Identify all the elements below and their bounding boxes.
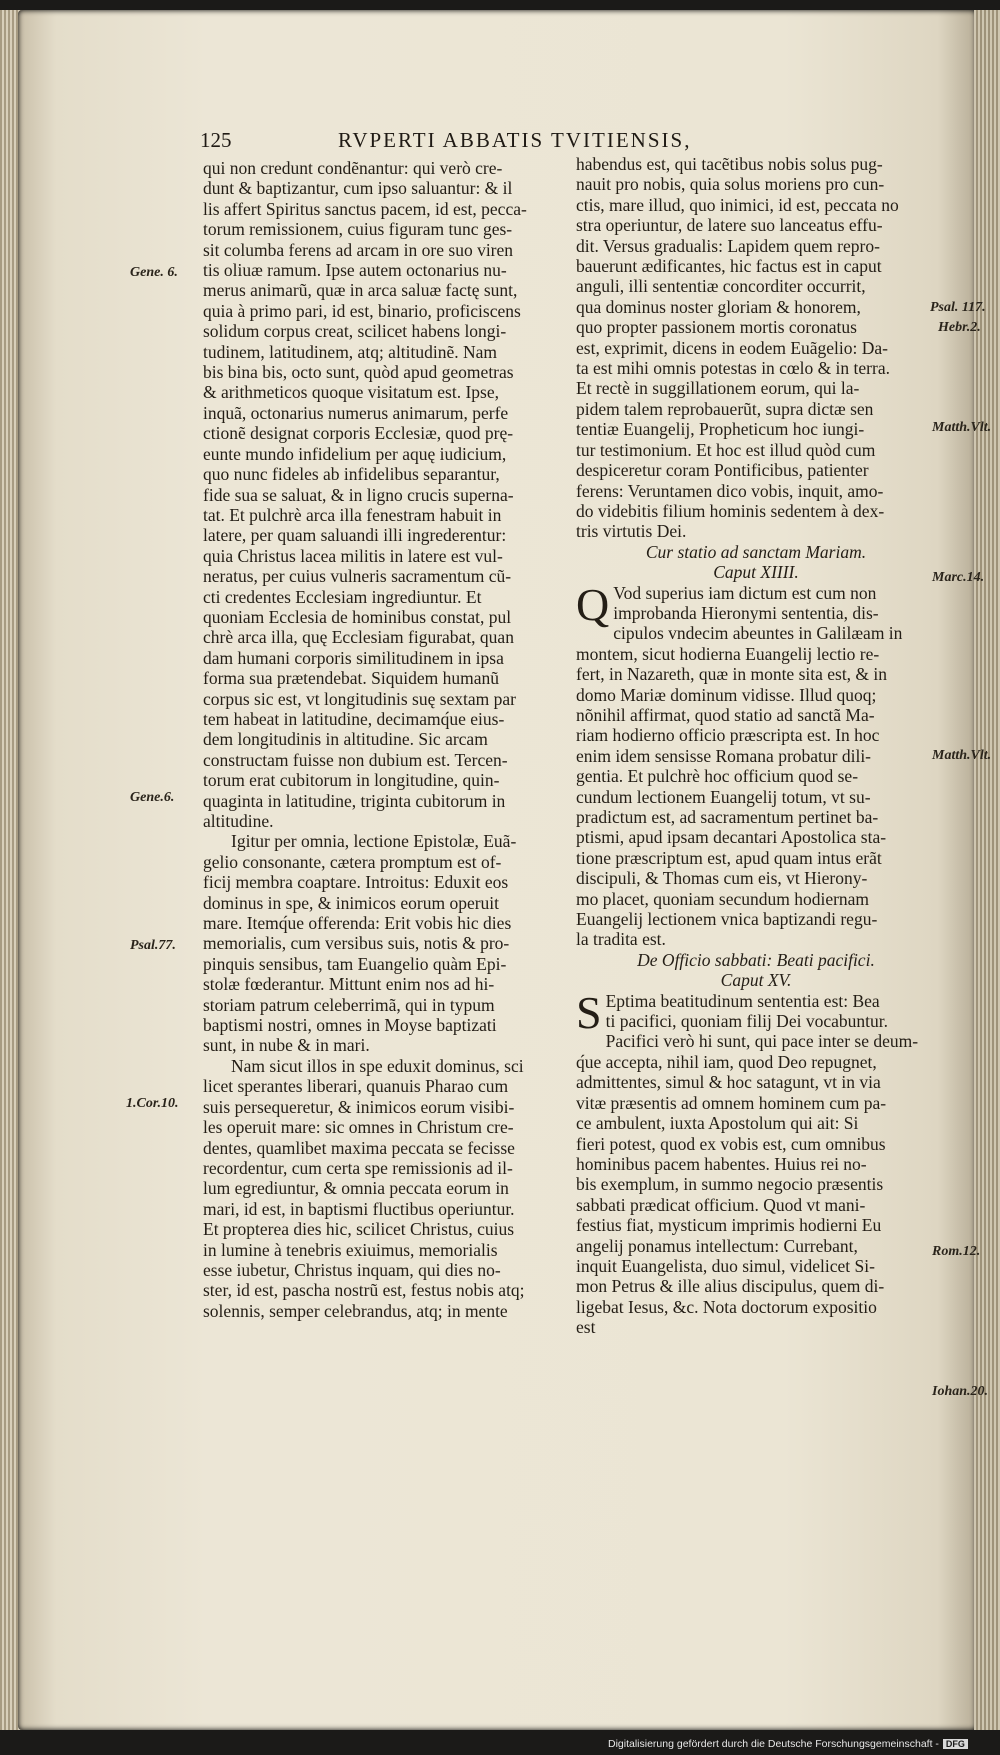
digitization-credit [608, 1738, 968, 1750]
text-line: Nam sicut illos in spe eduxit dominus, sci [231, 1055, 524, 1076]
margin-note: Gene. 6. [130, 265, 178, 280]
margin-note: Iohan.20. [932, 1384, 989, 1399]
drop-cap: Q [576, 578, 610, 630]
text-line: tione præscriptum est, apud quam intus erãt [576, 847, 882, 868]
text-line: Euangelij lectionem vnica baptizandi regu- [576, 909, 878, 930]
text-line: storiam patrum celeberrimã, qui in typum [203, 994, 495, 1015]
text-line: ligebat Iesus, &c. Nota doctorum expositio [576, 1296, 877, 1317]
text-line: tudinem, latitudinem, atq; altitudinẽ. Nam [203, 341, 498, 362]
chapter-number: Caput XIIII. [713, 562, 799, 583]
paragraph [203, 1056, 565, 1321]
text-line: les operuit mare: sic omnes in Christum cre- [203, 1117, 514, 1138]
text-line: sabbati prædicat officium. Quod vt mani- [576, 1194, 866, 1215]
text-line: dominus in spe, & inimicos eorum operuit [203, 892, 500, 913]
text-line: in lumine à tenebris exiuimus, memorialis [203, 1239, 498, 1260]
text-line: sit columba ferens ad arcam in ore suo viren [203, 239, 514, 260]
text-line: do videbitis filium hominis sedentem à dex- [576, 500, 885, 521]
text-line: recordentur, cum certa spe remissionis ad il- [203, 1157, 513, 1178]
text-line: lum egrediuntur, & omnia peccata eorum in [203, 1178, 509, 1199]
text-line: q́ue accepta, nihil iam, quod Deo repugnet, [576, 1051, 877, 1072]
text-line: anguli, illi sententiæ concorditer occurrit, [576, 276, 866, 297]
text-line: la tradita est. [576, 929, 666, 950]
text-line: habendus est, qui tacẽtibus nobis solus pug- [576, 154, 883, 174]
text-line: mare. Itemq́ue offerenda: Erit vobis hic dies [203, 913, 512, 934]
text-line: stra operiuntur, de latere suo lanceatus effu- [576, 215, 883, 236]
text-line: domo Mariæ dominum vidisse. Illud quoq; [576, 684, 877, 705]
text-line: merus animarũ, quæ in arca saluæ factę sunt, [203, 280, 518, 301]
paragraph [203, 158, 565, 831]
margin-note: Gene.6. [130, 790, 175, 805]
text-line: dem longitudinis in altitudine. Sic arcam [203, 729, 488, 750]
text-line: vitæ præsentis ad omnem hominem cum pa- [576, 1092, 887, 1113]
text-line: Pacifici verò hi sunt, qui pace inter se deum- [605, 1031, 919, 1052]
text-line: despiceretur coram Pontificibus, patienter [576, 460, 869, 481]
text-line: ctionẽ designat corporis Ecclesiæ, quod prę- [203, 423, 514, 444]
text-line: ce ambulent, iuxta Apostolum qui ait: Si [576, 1113, 859, 1134]
text-line: mon Petrus & ille alius discipulus, quem di- [576, 1276, 885, 1297]
text-line: fide sua se saluat, & in ligno crucis superna- [203, 484, 514, 505]
text-line: cti credentes Ecclesiam ingrediuntur. Et [203, 586, 482, 607]
text-line: mari, id est, in baptismi fluctibus operiuntur. [203, 1198, 515, 1219]
text-line: bis exemplum, in summo negocio præsentis [576, 1174, 884, 1195]
text-line: lis affert Spiritus sanctus pacem, id est, pecca- [203, 198, 527, 219]
text-line: ferens: Veruntamen dico vobis, inquit, amo- [576, 480, 884, 501]
margin-note: Psal. 117. [930, 300, 986, 315]
paragraph [576, 578, 936, 950]
text-line: forma sua prætendebat. Siquidem humanũ [203, 668, 499, 689]
text-line: suis persequeretur, & inimicos eorum visibi- [203, 1096, 515, 1117]
paragraph [576, 154, 936, 542]
paragraph-lines [576, 578, 936, 950]
drop-cap: S [576, 986, 602, 1038]
running-title: RVPERTI ABBATIS TVITIENSIS, [338, 128, 692, 152]
text-line: gentia. Et pulchrè hoc officium quod se- [576, 766, 859, 787]
text-line: gelio consonante, cætera promptum est of- [203, 851, 502, 872]
text-line: tis oliuæ ramum. Ipse autem octonarius nu- [203, 260, 507, 281]
text-line: fert, in Nazareth, quæ in monte sita est, & in [576, 664, 888, 685]
text-line: solennis, semper celebrandus, atq; in mente [203, 1300, 508, 1321]
text-line: chrè arca illa, quę Ecclesiam figurabat, quan [203, 627, 514, 648]
text-line: dit. Versus gradualis: Lapidem quem repro- [576, 235, 880, 256]
text-line: tentiæ Euangelij, Propheticum hoc iungi- [576, 419, 865, 440]
text-line: fieri potest, quod ex vobis est, cum omnibus [576, 1133, 886, 1154]
text-line: Eptima beatitudinum sententia est: Bea [605, 990, 880, 1011]
text-line: dam humani corporis similitudinem in ipsa [203, 647, 504, 668]
text-line: festius fiat, mysticum imprimis hodierni Eu [576, 1215, 882, 1236]
text-line: Et rectè in suggillationem eorum, qui la- [576, 378, 860, 399]
text-line: stolæ fœderantur. Mittunt enim nos ad hi- [203, 974, 495, 995]
text-line: bis bina bis, octo sunt, quòd apud geometras [203, 362, 514, 383]
text-line: bauerunt ædificantes, hic factus est in caput [576, 256, 882, 277]
text-line: Igitur per omnia, lectione Epistolæ, Euã- [231, 831, 517, 852]
page-edge-right [974, 10, 1000, 1730]
paragraph-lines [576, 986, 936, 1338]
text-line: nauit pro nobis, quia solus moriens pro cun- [576, 174, 885, 195]
text-line: discipuli, & Thomas cum eis, vt Hierony- [576, 868, 868, 889]
text-line: ta est mihi omnis potestas in cœlo & in terra. [576, 358, 890, 379]
text-line: montem, sicut hodierna Euangelij lectio re- [576, 643, 880, 664]
text-line: improbanda Hieronymi sententia, dis- [613, 602, 879, 623]
text-line: solidum corpus creat, scilicet habens longi- [203, 321, 507, 342]
credit-text: Digitalisierung gefördert durch die Deutsche Forschungsgemeinschaft - [608, 1738, 939, 1750]
text-line: esse iubetur, Christus inquam, qui dies no- [203, 1259, 501, 1280]
text-line: baptismi nostri, omnes in Moyse baptizati [203, 1015, 497, 1036]
running-header [200, 128, 770, 154]
text-line: tem habeat in latitudine, decimamq́ue eius- [203, 708, 505, 729]
margin-note: Matth.Vlt. [932, 748, 992, 763]
margin-note: Hebr.2. [938, 320, 981, 335]
text-line: Vod superius iam dictum est cum non [613, 582, 877, 603]
text-line: torum erat cubitorum in longitudine, quin- [203, 770, 500, 791]
text-line: sunt, in nube & in mari. [203, 1035, 370, 1056]
text-line: ptismi, apud ipsam decantari Apostolica sta- [576, 827, 887, 848]
text-line: ficij membra coaptare. Introitus: Eduxit eos [203, 872, 509, 893]
text-line: latere, per quam saluandi illi ingrederentur: [203, 525, 507, 546]
margin-note: Matth.Vlt. [932, 420, 992, 435]
text-line: ster, id est, pascha nostrũ est, festus nobis atq; [203, 1280, 525, 1301]
text-line: enim idem sensisse Romana probatur dili- [576, 745, 872, 766]
text-line: licet sperantes liberari, quanuis Pharao cum [203, 1076, 509, 1097]
text-line: admittentes, simul & hoc satagunt, vt in via [576, 1072, 881, 1093]
margin-note: 1.Cor.10. [126, 1096, 179, 1111]
text-line: altitudine. [203, 811, 274, 831]
dfg-logo: DFG [943, 1739, 968, 1749]
text-line: quia Christus lacea militis in latere est vul- [203, 545, 503, 566]
text-line: est, exprimit, dicens in eodem Euãgelio: Da- [576, 337, 888, 358]
text-line: corpus sic est, vt longitudinis suę sextam par [203, 688, 517, 709]
text-line: pidem talem reprobauerũt, supra dictæ sen [576, 398, 874, 419]
text-line: hominibus pacem habentes. Huius rei no- [576, 1153, 867, 1174]
text-line: quaginta in latitudine, triginta cubitorum in [203, 790, 506, 811]
text-line: dunt & baptizantur, cum ipso saluantur: & il [203, 178, 513, 199]
text-line: torum remissionem, cuius figuram tunc ges- [203, 219, 513, 240]
chapter-number: Caput XV. [720, 970, 792, 991]
text-line: nõnihil affirmat, quod statio ad sanctã Ma- [576, 704, 875, 725]
text-line: constructam fuisse non dubium est. Tercen- [203, 749, 508, 770]
right-column [576, 154, 936, 1338]
text-line: Et propterea dies hic, scilicet Christus, cuius [203, 1219, 515, 1240]
text-line: quia à primo pari, id est, binario, proficiscens [203, 300, 521, 321]
left-column [203, 158, 565, 1321]
text-line: quo propter passionem mortis coronatus [576, 317, 857, 338]
text-line: pinquis sensibus, tam Euangelio quàm Epi- [203, 953, 507, 974]
text-line: pradictum est, ad sacramentum pertinet ba- [576, 807, 879, 827]
margin-note: Marc.14. [932, 570, 985, 585]
paragraph [576, 986, 936, 1338]
margin-note: Psal.77. [130, 938, 176, 953]
text-line: tris virtutis Dei. [576, 521, 687, 542]
text-line: eunte mundo infidelium per aquę iudicium, [203, 443, 507, 464]
text-line: inquit Euangelista, duo simul, videlicet Si- [576, 1255, 875, 1276]
text-line: qui non credunt condẽnantur: qui verò cre- [203, 158, 503, 178]
text-line: angelij ponamus intellectum: Currebant, [576, 1235, 858, 1256]
margin-note: Rom.12. [932, 1244, 981, 1259]
text-line: cipulos vndecim abeuntes in Galilæam in [613, 623, 903, 644]
text-line: & arithmeticos quoque visitatum est. Ipse, [203, 382, 499, 403]
text-line: tat. Et pulchrè arca illa fenestram habuit in [203, 504, 502, 525]
text-line: dentes, quamlibet maxima peccata se fecisse [203, 1137, 515, 1158]
text-line: mo placet, quoniam secundum hodiernam [576, 888, 870, 909]
text-line: neratus, per cuius vulneris sacramentum cũ- [203, 566, 512, 587]
text-line: cundum lectionem Euangelij totum, vt su- [576, 786, 871, 807]
text-line: quo nunc fideles ab infidelibus separantur, [203, 464, 500, 485]
page-number: 125 [200, 128, 232, 152]
text-line: inquã, octonarius numerus animarum, perfe [203, 402, 509, 423]
text-line: quoniam Ecclesia de hominibus constat, pul [203, 606, 512, 627]
text-line: qua dominus noster gloriam & honorem, [576, 296, 861, 317]
text-line: memorialis, cum versibus suis, notis & pro- [203, 933, 510, 954]
paragraph [203, 831, 565, 1055]
text-line: riam hodierno officio præscripta est. In hoc [576, 725, 880, 746]
text-line: ti pacifici, quoniam filij Dei vocabuntur. [605, 1011, 888, 1032]
text-line: ctis, mare illud, quo inimici, id est, peccata no [576, 194, 899, 215]
text-line: est [576, 1317, 596, 1338]
chapter-heading: De Officio sabbati: Beati pacifici. [637, 949, 875, 970]
chapter-heading: Cur statio ad sanctam Mariam. [645, 541, 867, 562]
text-line: tur testimonium. Et hoc est illud quòd cum [576, 439, 876, 460]
